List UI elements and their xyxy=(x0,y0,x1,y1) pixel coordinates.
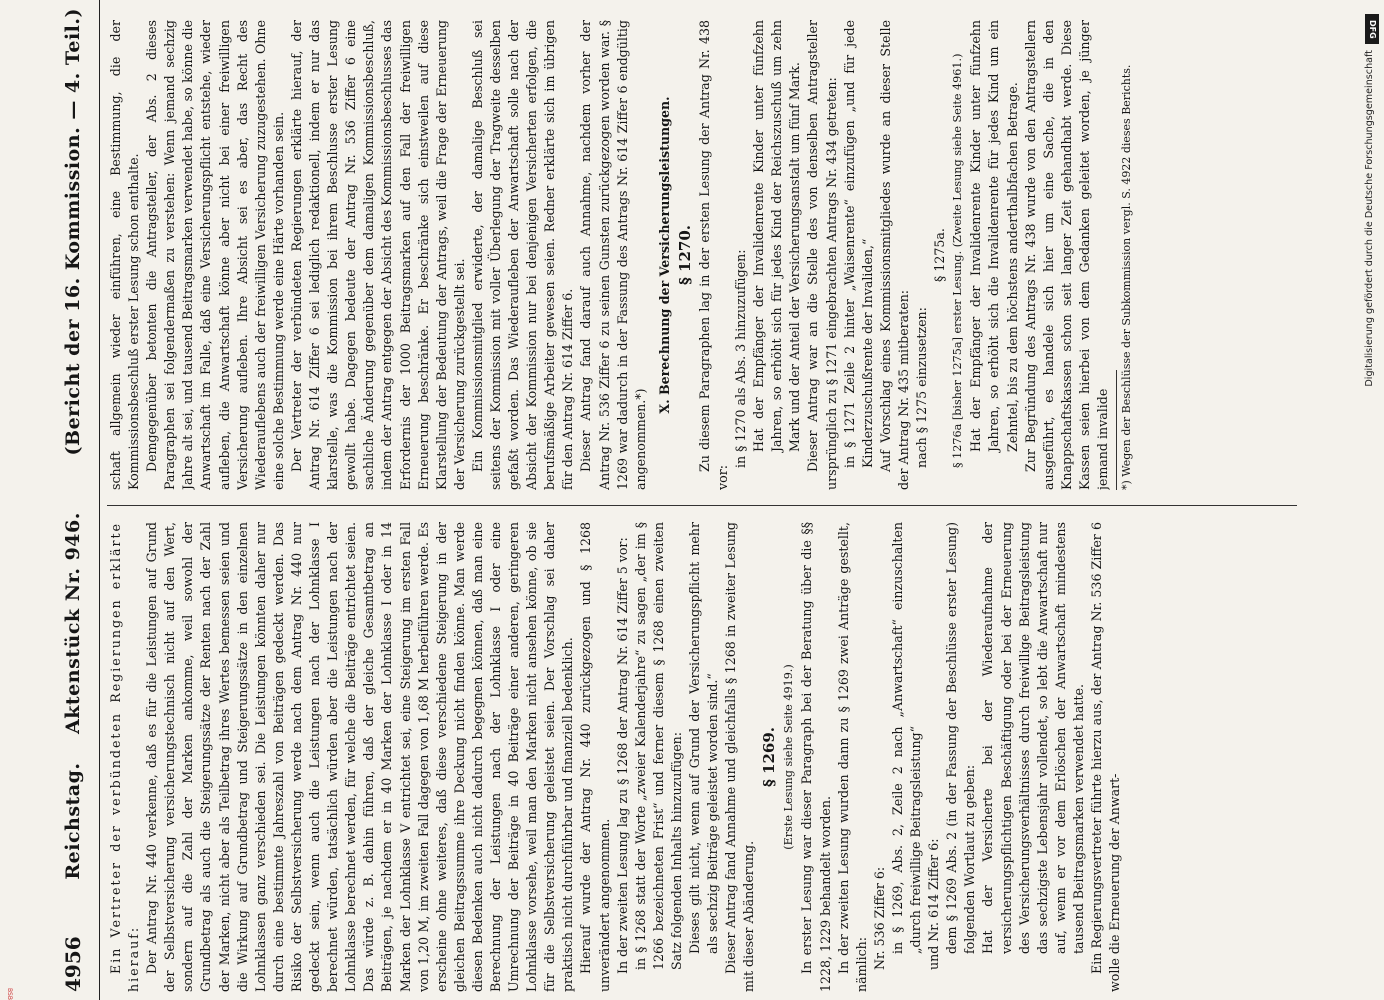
header-title-right: (Bericht der 16. Kommission. — 4. Teil.) xyxy=(62,8,84,456)
paragraph: Hierauf wurde der Antrag Nr. 440 zurückgezogen und § 1268 unverändert angenommen. xyxy=(578,522,612,992)
section-note: (Erste Lesung siehe Seite 4919.) xyxy=(782,664,796,850)
quoted-amendment: Hat der Empfänger der Invalidenrente Kinder unter fünfzehn Jahren, so erhöht sich für jedes Kind der Reichszuschuß um zehn Mark und der Anteil der Versicherungsanstalt um fünf Mark. xyxy=(751,20,803,452)
quoted-amendment: in § 1271 Zeile 2 hinter „Waisenrente“ einzufügen „und für jede Kinderzuschußrente der Invaliden,“ xyxy=(841,20,875,468)
header-rule xyxy=(99,0,100,1000)
quoted-amendment: Hat der Empfänger der Invalidenrente Kinder unter fünfzehn Jahren, so erhöht sich die Invalidenrente für jedes Kind um ein Zehntel, bis zu dem höchstens anderthalbfachen Betrage. xyxy=(968,20,1020,452)
quoted-amendment: dem § 1269 Abs. 2 (in der Fassung der Beschlüsse erster Lesung) folgenden Wortlaut zu geben: xyxy=(944,522,978,954)
quoted-amendment: Hat der Versicherte bei der Wiederaufnahme der versicherungspflichtigen Beschäftigung oder bei der Erneuerung des Versicherungsverhältnisses durch freiwillige Beitragsleistung das sechzigste Lebensjahr vollendet, so lebt die Anwartschaft nur auf, wenn er vor dem Erlöschen der Anwartschaft mindestens tausend Beitragsmarken verwendet hatte. xyxy=(980,522,1086,954)
paragraph: In erster Lesung war dieser Paragraph bei der Beratung über die §§ 1228, 1229 behandelt worden. xyxy=(799,522,833,992)
quoted-amendment: in § 1270 als Abs. 3 hinzuzufügen: xyxy=(733,249,749,468)
paragraph: Ein Regierungsvertreter führte hierzu aus, der Antrag Nr. 536 Ziffer 6 wolle die Erneuerung der Anwart- xyxy=(1088,522,1123,992)
paragraph: Der Vertreter der verbündeten Regierungen erklärte hierauf, der Antrag Nr. 614 Ziffer 6 sei lediglich redaktionell, indem er nur das klarstelle, was die Kommission bei ihrem Beschlusse erster Lesung gewollt habe. Dagegen bedeute der Antrag Nr. 536 Ziffer 6 eine sachliche Änderung gegenüber dem damaligen Kommissionsbeschluß, indem der Antrag entgegen der Absicht des Kommissionsbeschlusses das Erfordernis der 1000 Beitragsmarken auf den Fall der freiwilligen Erneuerung beschränke. Er beschränke sich einstweilen auf diese Klarstellung der Bedeutung der Antrags, weil die Frage der Erneuerung der Versicherung zurückgestellt sei. xyxy=(288,20,467,490)
quoted-amendment: Nr. 536 Ziffer 6: xyxy=(871,866,887,970)
page-number: 4956 xyxy=(61,936,85,992)
quoted-amendment: in § 1268 statt der Worte „zweier Kalenderjahre“ zu sagen „der im § 1266 bezeichneten Frist“ und ferner diesem § 1268 einen zweiten Satz folgenden Inhalts hinzuzufügen: xyxy=(632,522,684,970)
section-heading: § 1270. xyxy=(675,224,694,286)
paragraph: Auf Vorschlag eines Kommissionsmitgliedes wurde an dieser Stelle der Antrag Nr. 435 mitberaten: xyxy=(877,20,911,490)
paragraph: Dieser Antrag fand darauf auch Annahme, nachdem vorher der Antrag Nr. 536 Ziffer 6 zu seinen Gunsten zurückgezogen worden war. § 1269 war dadurch in der Fassung des Antrags Nr. 614 Ziffer 6 endgültig angenommen.*) xyxy=(578,20,648,490)
quoted-amendment: und Nr. 614 Ziffer 6: xyxy=(926,838,942,970)
footnote: *) Wegen der Beschlüsse der Subkommission vergl. S. 4922 dieses Berichts. xyxy=(1120,64,1134,490)
quoted-amendment: § 1276a [bisher 1275a] erster Lesung. (Zweite Lesung siehe Seite 4961.) xyxy=(951,53,965,468)
text-column-left xyxy=(107,522,1302,992)
digitization-credit: Digitalisierung gefördert durch die Deutsche Forschungsgemeinschaft xyxy=(1364,50,1375,387)
library-mark: BSB xyxy=(6,988,13,1000)
paragraph: Ein Vertreter der verbündeten Regierungen erklärte hierauf: xyxy=(108,522,142,992)
text-column-right xyxy=(107,20,1302,490)
paragraph: Zu diesem Paragraphen lag in der ersten Lesung der Antrag Nr. 438 vor: xyxy=(696,20,730,490)
section-heading: § 1269. xyxy=(760,726,779,788)
chapter-heading: X. Berechnung der Versicherungsleistungen. xyxy=(656,96,672,414)
paragraph: Der Antrag Nr. 440 verkenne, daß es für die Leistungen auf Grund der Selbstversicherung versicherungstechnisch nicht auf den Wert, sondern auf die Zahl der Marken ankomme, weil sowohl der Grundbetrag als auch die Steigerungssätze der Renten nach der Zahl der Marken, nicht aber als Teilbetrag ihres Wertes bemessen seien und die Wirkung auf Grundbetrag und Steigerungssätze in den einzelnen Lohnklassen ganz verschieden sei. Die Leistungen könnten daher nur durch eine bestimmte Jahreszahl von Beiträgen gedeckt werden. Das Risiko der Selbstversicherung werde nach dem Antrag Nr. 440 nur gedeckt sein, wenn auch die Leistungen nach der Lohnklasse I berechnet würden, tatsächlich würden aber die Leistungen nach der Lohnklasse berechnet werden, für welche die Beiträge entrichtet seien. Das würde z. B. dahin führen, daß der gleiche Gesamtbetrag an Beiträgen, je nachdem er in 40 Marken der Lohnklasse I oder in 14 Marken der Lohnklasse V entrichtet sei, eine Steigerung im ersten Fall von 1,20 M, im zweiten Fall dagegen von 1,68 M herbeiführen werde. Es erscheine ohne weiteres, daß diese verschiedene Steigerung in der gleichen Beitragssumme ihre Deckung nicht finden könne. Man werde diesen Bedenken auch nicht dadurch begegnen können, daß man eine Berechnung der Leistungen nach der Lohnklasse I oder eine Umrechnung der Beiträge in 40 Beiträge einer anderen, geringeren Lohnklasse vorsehe, weil man den Marken nicht ansehen könne, ob sie für die Selbstversicherung geleistet seien. Der Vorschlag sei daher praktisch nicht durchführbar und finanziell bedenklich. xyxy=(144,522,576,992)
quoted-amendment: nach § 1275 einzusetzen: xyxy=(914,307,930,468)
paragraph: Ein Kommissionsmitglied erwiderte, der damalige Beschluß sei seitens der Kommission mit voller Überlegung der Tragweite desselben gefaßt worden. Das Wiederaufleben der Anwartschaft solle nach der Absicht der Kommission nur bei denjenigen Versicherten erfolgen, die berufsmäßige Arbeiter gewesen seien. Redner erklärte sich im übrigen für den Antrag Nr. 614 Ziffer 6. xyxy=(469,20,576,490)
column-divider xyxy=(107,505,1297,506)
paragraph: Demgegenüber betonten die Antragsteller, der Abs. 2 dieses Paragraphen sei folgendermaßen zu verstehen: Wenn jemand sechzig Jahre alt sei, und tausend Beitragsmarken verwendet habe, so könne die Anwartschaft im Falle, daß eine Versicherungspflicht entstehe, wieder aufleben, die Anwartschaft könne aber nicht bei einer freiwilligen Versicherung aufleben. Ihre Absicht sei es aber, das Recht des Wiederauflebens auch der freiwilligen Versicherung zuzugestehen. Ohne eine solche Bestimmung werde eine Härte vorhanden sein. xyxy=(144,20,286,490)
paragraph: Dieser Antrag fand Annahme und gleichfalls § 1268 in zweiter Lesung mit dieser Abänderung. xyxy=(723,522,757,992)
paragraph: In der zweiten Lesung wurden dann zu § 1269 zwei Anträge gestellt, nämlich: xyxy=(835,522,869,992)
paragraph: Dieser Antrag war an die Stelle des von denselben Antragsteller ursprünglich zu § 1271 eingebrachten Antrags Nr. 434 getreten: xyxy=(805,20,839,490)
header-title-left: Reichstag. Aktenstück Nr. 946. xyxy=(62,512,84,880)
quoted-amendment: Dieses gilt nicht, wenn auf Grund der Versicherungspflicht mehr als sechzig Beiträge geleistet worden sind.“ xyxy=(687,522,721,954)
paragraph: In der zweiten Lesung lag zu § 1268 der Antrag Nr. 614 Ziffer 5 vor: xyxy=(614,537,630,974)
digitization-sidebar xyxy=(1363,14,1381,996)
rotated-page-content xyxy=(55,0,1325,1000)
running-header xyxy=(55,8,91,992)
paragraph: Zur Begründung des Antrags Nr. 438 wurde von den Antragstellern ausgeführt, es handele sich hier um eine Sache, die in den Knappschaftskassen schon seit langer Zeit gehandhabt werde. Diese Kassen seien hierbei von dem Gedanken geleitet worden, je jünger jemand invalide xyxy=(1022,20,1110,490)
paragraph: schaft allgemein wieder einführen, eine Bestimmung, die der Kommissionsbeschluß erster Lesung schon enthalte. xyxy=(108,20,142,490)
dfg-logo: DFG xyxy=(1365,14,1379,44)
quoted-amendment: in § 1269, Abs. 2, Zeile 2 nach „Anwartschaft“ einzuschalten „durch freiwillige Beitragsleistung“ xyxy=(889,522,924,954)
footnote-rule xyxy=(1116,370,1117,490)
subsection-heading: § 1275a. xyxy=(932,228,948,282)
